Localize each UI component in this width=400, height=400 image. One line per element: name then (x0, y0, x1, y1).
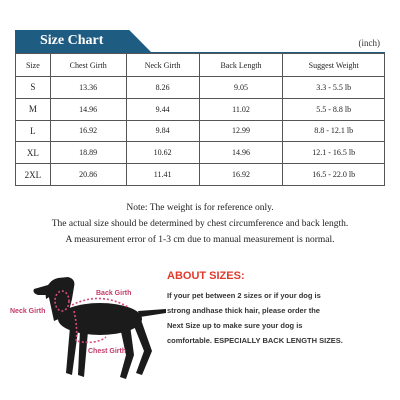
table-cell: 12.99 (199, 120, 283, 142)
table-cell: 10.62 (126, 142, 199, 164)
table-cell: 3.3 - 5.5 lb (283, 77, 385, 99)
about-line: If your pet between 2 sizes or if your dog is (167, 291, 321, 300)
table-cell: 11.41 (126, 164, 199, 186)
unit-label: (inch) (358, 38, 380, 48)
table-row (16, 98, 385, 120)
table-cell: 2XL (16, 164, 51, 186)
note-line: The actual size should be determined by chest circumference and back length. (51, 219, 349, 229)
note-line: A measurement error of 1-3 cm due to manual measurement is normal. (65, 235, 335, 245)
size-chart-table (15, 53, 385, 186)
table-cell: 18.89 (50, 142, 126, 164)
table-cell: 11.02 (199, 98, 283, 120)
column-header: Suggest Weight (283, 54, 385, 77)
column-header: Size (16, 54, 51, 77)
table-cell: 16.5 - 22.0 lb (283, 164, 385, 186)
table-cell: 20.86 (50, 164, 126, 186)
page-title: Size Chart (40, 33, 104, 48)
back-girth-label: Back Girth (96, 290, 132, 297)
chest-girth-label: Chest Girth (88, 348, 127, 355)
about-line: comfortable. ESPECIALLY BACK LENGTH SIZES. (167, 336, 343, 345)
column-header: Back Length (199, 54, 283, 77)
column-header: Neck Girth (126, 54, 199, 77)
table-cell: 8.8 - 12.1 lb (283, 120, 385, 142)
table-cell: S (16, 77, 51, 99)
table-row (16, 142, 385, 164)
about-line: Next Size up to make sure your dog is (167, 321, 303, 330)
table-cell: L (16, 120, 51, 142)
table-cell: 8.26 (126, 77, 199, 99)
table-cell: 14.96 (199, 142, 283, 164)
table-cell: 16.92 (50, 120, 126, 142)
table-row (16, 120, 385, 142)
table-cell: XL (16, 142, 51, 164)
table-cell: 16.92 (199, 164, 283, 186)
dog-measurement-diagram (8, 255, 173, 395)
neck-girth-label: Neck Girth (10, 308, 46, 315)
table-cell: 9.84 (126, 120, 199, 142)
about-sizes-text (167, 288, 397, 348)
table-header-row (16, 54, 385, 77)
about-line: strong andhase thick hair, please order the (167, 306, 320, 315)
table-cell: 12.1 - 16.5 lb (283, 142, 385, 164)
table-cell: 5.5 - 8.8 lb (283, 98, 385, 120)
table-row (16, 164, 385, 186)
table-row (16, 77, 385, 99)
about-sizes-title: ABOUT SIZES: (167, 270, 245, 282)
table-cell: 13.36 (50, 77, 126, 99)
column-header: Chest Girth (50, 54, 126, 77)
note-line: Note: The weight is for reference only. (126, 203, 274, 213)
table-cell: 9.05 (199, 77, 283, 99)
notes-block (0, 200, 400, 248)
table-cell: 14.96 (50, 98, 126, 120)
table-cell: M (16, 98, 51, 120)
table-cell: 9.44 (126, 98, 199, 120)
